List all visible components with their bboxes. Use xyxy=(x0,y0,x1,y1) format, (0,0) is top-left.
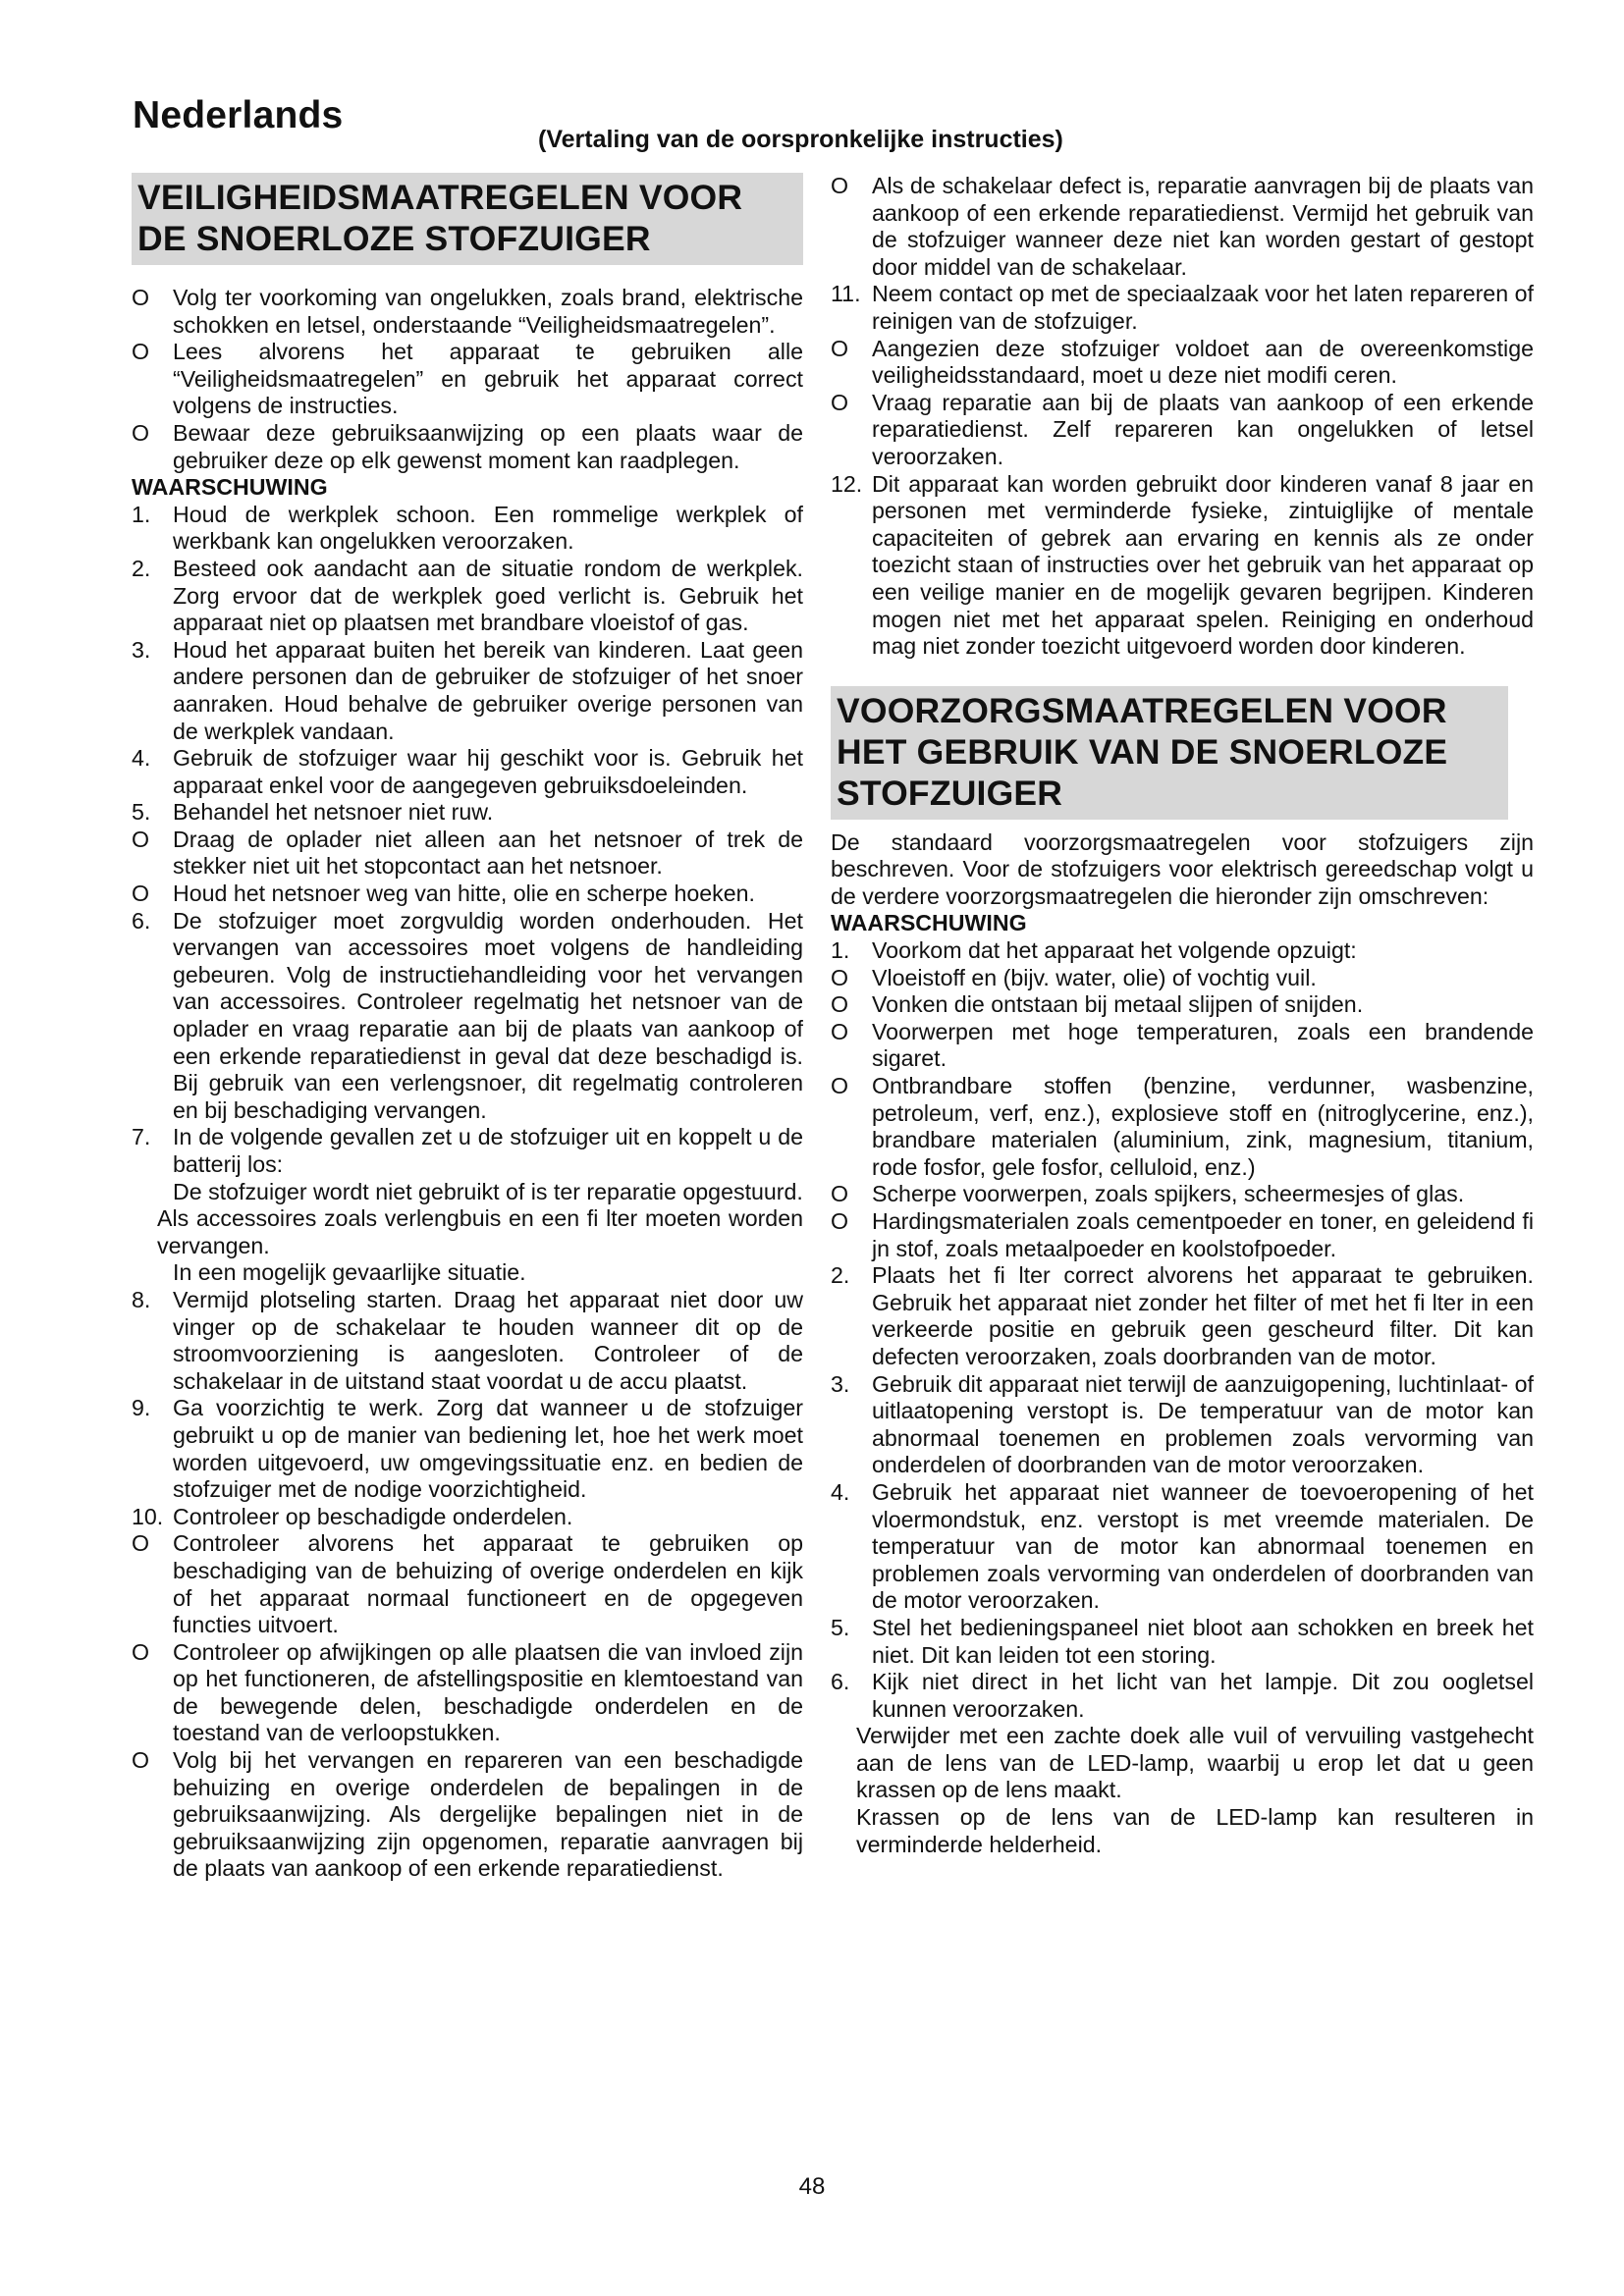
list-item xyxy=(132,502,803,556)
list-item xyxy=(132,827,803,881)
item-text: Behandel het netsnoer niet ruw. xyxy=(173,799,494,826)
list-item xyxy=(132,420,803,474)
list-item xyxy=(831,471,1534,661)
item-text: Controleer alvorens het apparaat te gebruiken op beschadiging van de behuizing of overige onderdelen en kijk of het apparaat normaal functioneert en de opgegeven functies uitvoert. xyxy=(173,1530,803,1638)
number-marker: 3. xyxy=(132,636,151,663)
number-marker: 3. xyxy=(831,1370,850,1397)
item-text: Aangezien deze stofzuiger voldoet aan de overeenkomstige veiligheidsstandaard, moet u deze niet modifi ceren. xyxy=(872,335,1534,389)
item-text: Hardingsmaterialen zoals cementpoeder en toner, en geleidend fi jn stof, zoals metaalpoeder en koolstofpoeder. xyxy=(872,1208,1534,1261)
bullet-marker: O xyxy=(831,1208,849,1234)
list-item xyxy=(132,1639,803,1747)
item-text: Scherpe voorwerpen, zoals spijkers, scheermesjes of glas. xyxy=(872,1181,1465,1207)
item-text: Controleer op afwijkingen op alle plaatsen die van invloed zijn op het functioneren, de afstellingspositie en klemtoestand van de bewegende delen, beschadigde onderdelen en de toestand van de verloopstukken. xyxy=(173,1638,803,1746)
number-marker: 9. xyxy=(132,1395,151,1421)
list-item xyxy=(831,1615,1534,1669)
item-text: De stofzuiger moet zorgvuldig worden onderhouden. Het vervangen van accessoires moet volgens de handleiding gebeuren. Volg de instructiehandleiding voor het vervangen van accessoires. Controleer regelmatig het netsnoer van de oplader en vraag reparatie aan bij de plaats van aankoop of een erkende reparatiedienst in geval dat deze beschadigd is. Bij gebruik van een verlengsnoer, dit regelmatig controleren en bij beschadiging vervangen. xyxy=(173,907,803,1123)
item-text: In de volgende gevallen zet u de stofzuiger uit en koppelt u de batterij los: xyxy=(173,1124,803,1177)
list-item xyxy=(831,1073,1534,1181)
bullet-marker: O xyxy=(831,964,849,990)
list-item xyxy=(831,1019,1534,1073)
left-column xyxy=(132,173,803,1883)
list-item xyxy=(132,1287,803,1395)
item-text: Vraag reparatie aan bij de plaats van aankoop of een erkende reparatiedienst. Zelf repareren kan ongelukken of letsel veroorzaken. xyxy=(872,389,1534,469)
list-item xyxy=(831,281,1534,335)
item-text: Volg ter voorkoming van ongelukken, zoals brand, elektrische schokken en letsel, onderstaande “Veiligheidsmaatregelen”. xyxy=(173,285,803,338)
item-text: Volg bij het vervangen en repareren van een beschadigde behuizing en overige onderdelen de bepalingen in de gebruiksaanwijzing. Als dergelijke bepalingen niet in de gebruiksaanwijzing zijn opgenomen, reparatie aanvragen bij de plaats van aankoop of een erkende reparatiedienst. xyxy=(173,1747,803,1882)
item-text: Kijk niet direct in het licht van het lampje. Dit zou oogletsel kunnen veroorzaken. xyxy=(872,1669,1534,1722)
number-marker: 6. xyxy=(132,907,151,934)
bullet-marker: O xyxy=(132,1747,150,1774)
list-item xyxy=(831,937,1534,965)
list-item xyxy=(132,339,803,420)
bullet-marker: O xyxy=(132,339,150,365)
language-title: Nederlands xyxy=(133,94,344,136)
list-item xyxy=(831,1479,1534,1615)
bullet-marker: O xyxy=(831,389,849,415)
list-item xyxy=(831,1371,1534,1479)
list-item xyxy=(132,1124,803,1178)
number-marker: 4. xyxy=(831,1478,850,1505)
right-column xyxy=(831,173,1534,1858)
item-text: Dit apparaat kan worden gebruikt door kinderen vanaf 8 jaar en personen met verminderde fysieke, zintuiglijke of mentale capaciteiten of gebrek aan ervaring en kennis als ze onder toezicht staan of instructies over het gebruik van het apparaat op een veilige manier en de mogelijk gevaren begrijpen. Kinderen mogen niet met het apparaat spelen. Reiniging en onderhoud mag niet zonder toezicht uitgevoerd worden door kinderen. xyxy=(872,470,1534,660)
item-text: Neem contact op met de speciaalzaak voor het laten repareren of reinigen van de stofzuiger. xyxy=(872,281,1534,334)
list-item xyxy=(831,173,1534,281)
bullet-marker: O xyxy=(831,991,849,1018)
list-item xyxy=(132,556,803,637)
list-item xyxy=(831,1208,1534,1262)
item-text: Houd de werkplek schoon. Een rommelige werkplek of werkbank kan ongelukken veroorzaken. xyxy=(173,501,803,555)
number-marker: 1. xyxy=(132,501,151,527)
list-item xyxy=(132,881,803,908)
warning-label: WAARSCHUWING xyxy=(831,910,1027,936)
item-text: Besteed ook aandacht aan de situatie rondom de werkplek. Zorg ervoor dat de werkplek goed verlicht is. Gebruik het apparaat niet op plaatsen met brandbare vloeistof of gas. xyxy=(173,555,803,636)
bullet-marker: O xyxy=(132,419,150,446)
list-item xyxy=(132,285,803,339)
number-marker: 7. xyxy=(132,1124,151,1150)
list-item xyxy=(132,1395,803,1503)
translation-subtitle: (Vertaling van de oorspronkelijke instructies) xyxy=(538,126,1063,153)
item-text: Lees alvorens het apparaat te gebruiken alle “Veiligheidsmaatregelen” en gebruik het apparaat correct volgens de instructies. xyxy=(173,339,803,419)
number-marker: 6. xyxy=(831,1669,850,1695)
item-text: Gebruik dit apparaat niet terwijl de aanzuigopening, luchtinlaat- of uitlaatopening verstopt is. De temperatuur van de motor kan abnormaal toenemen en problemen zoals vervorming van onderdelen of doorbranden van de motor veroorzaken. xyxy=(872,1370,1534,1478)
bullet-marker: O xyxy=(831,173,849,198)
led-cleaning-note: Verwijder met een zachte doek alle vuil of vervuiling vastgehecht aan de lens van de LED-lamp, waarbij u erop let dat u geen krassen op de lens maakt. xyxy=(856,1723,1534,1803)
bullet-marker: O xyxy=(132,826,150,852)
bullet-marker: O xyxy=(132,1530,150,1557)
list-item xyxy=(132,637,803,745)
number-marker: 11. xyxy=(831,281,861,307)
list-item xyxy=(831,1669,1534,1723)
item-text: Ga voorzichtig te werk. Zorg dat wanneer u de stofzuiger gebruikt u op de manier van bediening let, hoe het werk moet worden uitgevoerd, uw omgevingssituatie enz. en bedien de stofzuiger met de nodige voorzichtigheid. xyxy=(173,1395,803,1503)
item-text: Plaats het fi lter correct alvorens het apparaat te gebruiken. Gebruik het apparaat niet zonder het filter of met het fi lter in een verkeerde positie en gebruik geen gescheurd filter. Dit kan defecten veroorzaken, zoals doorbranden van de motor. xyxy=(872,1262,1534,1369)
item-text: Vermijd plotseling starten. Draag het apparaat niet door uw vinger op de schakelaar te houden wanneer dit op de stroomvoorziening is aangesloten. Controleer of de schakelaar in de uitstand staat voordat u de accu plaatst. xyxy=(173,1286,803,1394)
list-item xyxy=(132,908,803,1125)
bullet-marker: O xyxy=(132,1638,150,1665)
list-item xyxy=(132,1747,803,1883)
list-item xyxy=(132,1530,803,1638)
bullet-marker: O xyxy=(132,881,150,907)
sub-item-7b: Als accessoires zoals verlengbuis en een fi lter moeten worden vervangen. xyxy=(157,1205,803,1258)
list-item xyxy=(831,390,1534,471)
item-text: Ontbrandbare stoffen (benzine, verdunner, wasbenzine, petroleum, verf, enz.), explosieve stoff en (nitroglycerine, enz.), brandbare materialen (aluminium, zink, magnesium, titanium, rode fosfor, gele fosfor, celluloid, enz.) xyxy=(872,1073,1534,1180)
precautions-heading: VOORZORGSMAATREGELEN VOOR HET GEBRUIK VAN DE SNOERLOZE STOFZUIGER xyxy=(831,686,1508,820)
item-text: Controleer op beschadigde onderdelen. xyxy=(173,1503,573,1529)
sub-item-7a: De stofzuiger wordt niet gebruikt of is ter reparatie opgestuurd. xyxy=(173,1178,803,1204)
list-item xyxy=(831,336,1534,390)
item-text: Draag de oplader niet alleen aan het netsnoer of trek de stekker niet uit het stopcontact aan het netsnoer. xyxy=(173,826,803,880)
item-text: Voorwerpen met hoge temperaturen, zoals een brandende sigaret. xyxy=(872,1018,1534,1072)
number-marker: 2. xyxy=(831,1262,850,1289)
bullet-marker: O xyxy=(831,1073,849,1099)
number-marker: 5. xyxy=(831,1614,850,1640)
item-text: Vloeistoff en (bijv. water, olie) of vochtig vuil. xyxy=(872,964,1317,990)
led-scratch-note: Krassen op de lens van de LED-lamp kan resulteren in verminderde helderheid. xyxy=(856,1804,1534,1857)
number-marker: 12. xyxy=(831,470,863,497)
page-number: 48 xyxy=(798,2173,826,2200)
bullet-marker: O xyxy=(831,1018,849,1044)
item-text: Voorkom dat het apparaat het volgende opzuigt: xyxy=(872,937,1357,964)
number-marker: 2. xyxy=(132,555,151,581)
number-marker: 4. xyxy=(132,745,151,772)
list-item xyxy=(831,1262,1534,1370)
list-item xyxy=(831,991,1534,1019)
item-text: Houd het apparaat buiten het bereik van kinderen. Laat geen andere personen dan de gebruiker de stofzuiger of het snoer aanraken. Houd behalve de gebruiker overige personen van de werkplek vandaan. xyxy=(173,636,803,744)
safety-heading: VEILIGHEIDSMAATREGELEN VOOR DE SNOERLOZE STOFZUIGER xyxy=(132,173,803,265)
bullet-marker: O xyxy=(831,1181,849,1207)
list-item xyxy=(132,1504,803,1531)
list-item xyxy=(831,1181,1534,1208)
bullet-marker: O xyxy=(831,335,849,361)
item-text: Als de schakelaar defect is, reparatie aanvragen bij de plaats van aankoop of een erkende reparatiedienst. Vermijd het gebruik van de stofzuiger wanneer deze niet kan worden gestart of gestopt door middel van de schakelaar. xyxy=(872,173,1534,280)
sub-item-7c: In een mogelijk gevaarlijke situatie. xyxy=(173,1259,526,1286)
warning-label: WAARSCHUWING xyxy=(132,474,328,501)
list-item xyxy=(132,745,803,799)
item-text: Vonken die ontstaan bij metaal slijpen of snijden. xyxy=(872,991,1364,1018)
item-text: Stel het bedieningspaneel niet bloot aan schokken en breek het niet. Dit kan leiden tot een storing. xyxy=(872,1614,1534,1668)
item-text: Houd het netsnoer weg van hitte, olie en scherpe hoeken. xyxy=(173,881,755,907)
list-item xyxy=(831,965,1534,992)
item-text: Bewaar deze gebruiksaanwijzing op een plaats waar de gebruiker deze op elk gewenst moment kan raadplegen. xyxy=(173,419,803,473)
number-marker: 8. xyxy=(132,1286,151,1312)
bullet-marker: O xyxy=(132,285,150,310)
number-marker: 1. xyxy=(831,937,850,964)
number-marker: 5. xyxy=(132,799,151,826)
item-text: Gebruik het apparaat niet wanneer de toevoeropening of het vloermondstuk, enz. verstopt is met vreemde materialen. De temperatuur van de motor kan abnormaal toenemen en problemen zoals vervorming van onderdelen of doorbranden van de motor veroorzaken. xyxy=(872,1478,1534,1614)
intro-paragraph: De standaard voorzorgsmaatregelen voor stofzuigers zijn beschreven. Voor de stofzuigers voor elektrisch gereedschap volgt u de verdere voorzorgsmaatregelen die hieronder zijn omschreven: xyxy=(831,828,1534,909)
list-item xyxy=(132,799,803,827)
item-text: Gebruik de stofzuiger waar hij geschikt voor is. Gebruik het apparaat enkel voor de aangegeven gebruiksdoeleinden. xyxy=(173,745,803,798)
number-marker: 10. xyxy=(132,1503,164,1529)
